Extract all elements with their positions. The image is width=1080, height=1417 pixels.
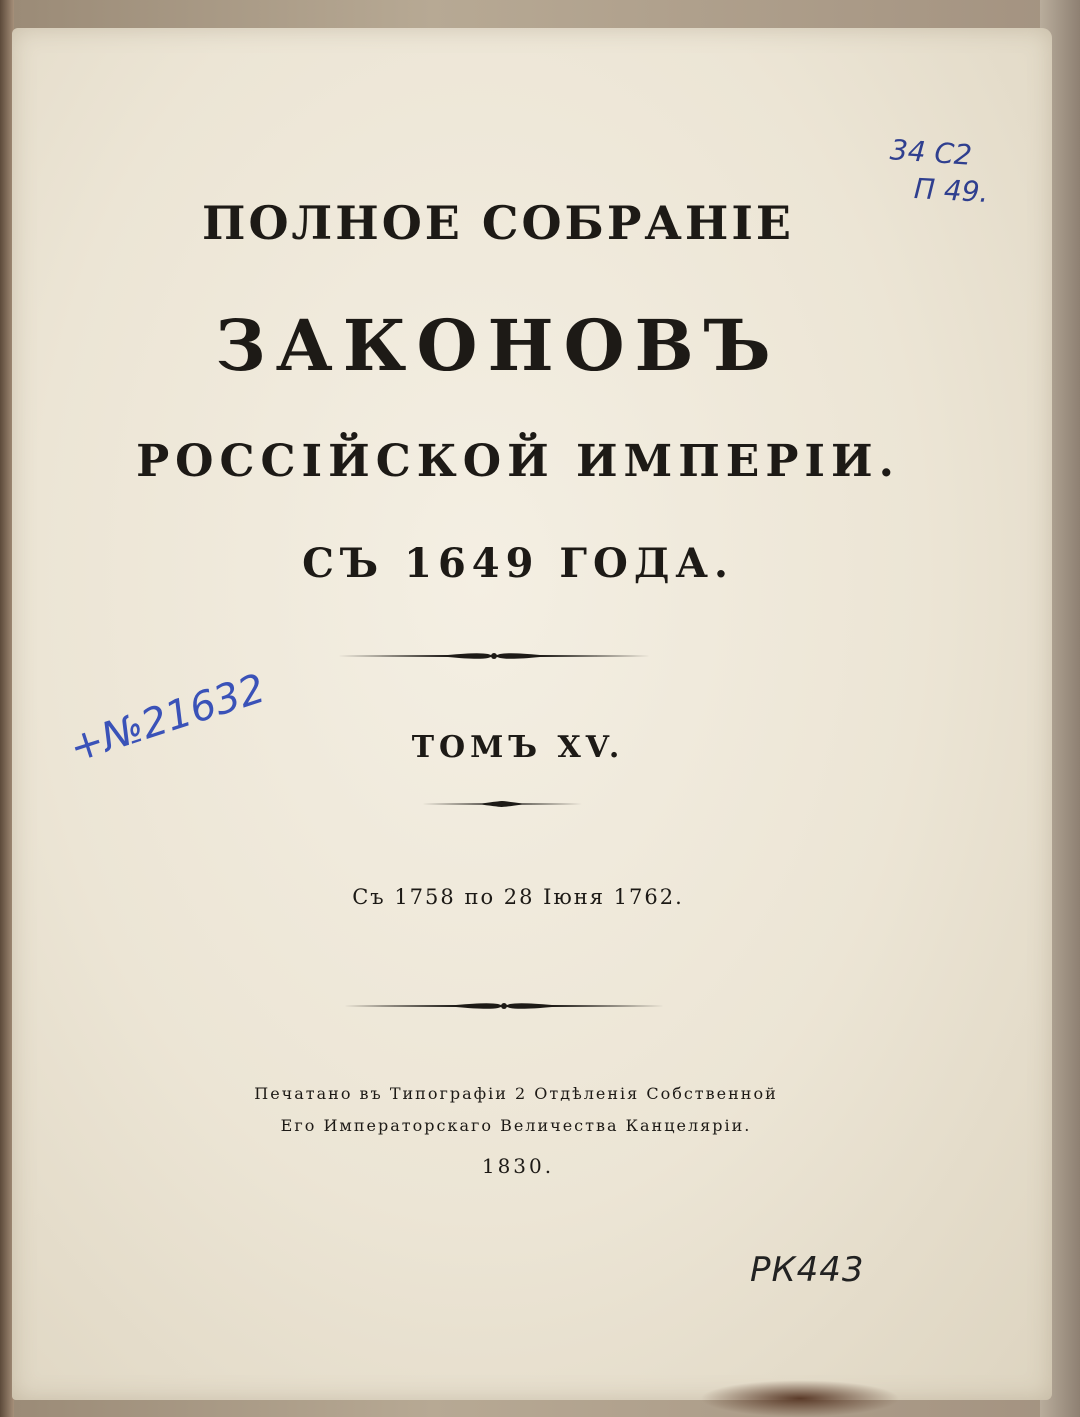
title-line-complete-collection: ПОЛНОЕ СОБРАНІЕ — [202, 196, 794, 250]
ornamental-rule-middle — [422, 796, 582, 812]
handwritten-inventory-number: +№21632 — [64, 665, 271, 772]
ornamental-rule-bottom — [344, 996, 664, 1016]
date-range: Съ 1758 по 28 Іюня 1762. — [352, 885, 684, 909]
handwritten-shelf-mark-second-line: П 49. — [913, 172, 990, 209]
handwritten-shelf-mark: 34 С2 — [888, 133, 973, 172]
volume-number: ТОМЪ XV. — [411, 730, 625, 765]
handwritten-catalog-code: РК443 — [750, 1250, 865, 1290]
publication-year: 1830. — [481, 1154, 555, 1178]
title-page — [12, 28, 1052, 1400]
ornamental-rule-top — [338, 646, 650, 666]
title-line-russian-empire: РОССІЙСКОЙ ИМПЕРІИ. — [136, 436, 900, 487]
imprint-chancellery: Его Императорскаго Величества Канцеляріи. — [280, 1116, 752, 1135]
torn-corner-shadow — [700, 1380, 900, 1417]
imprint-printer: Печатано въ Типографіи 2 Отдѣленія Собственной — [254, 1084, 778, 1103]
title-line-laws: ЗАКОНОВЪ — [215, 304, 781, 387]
title-line-since-year: СЪ 1649 ГОДА. — [302, 540, 734, 587]
